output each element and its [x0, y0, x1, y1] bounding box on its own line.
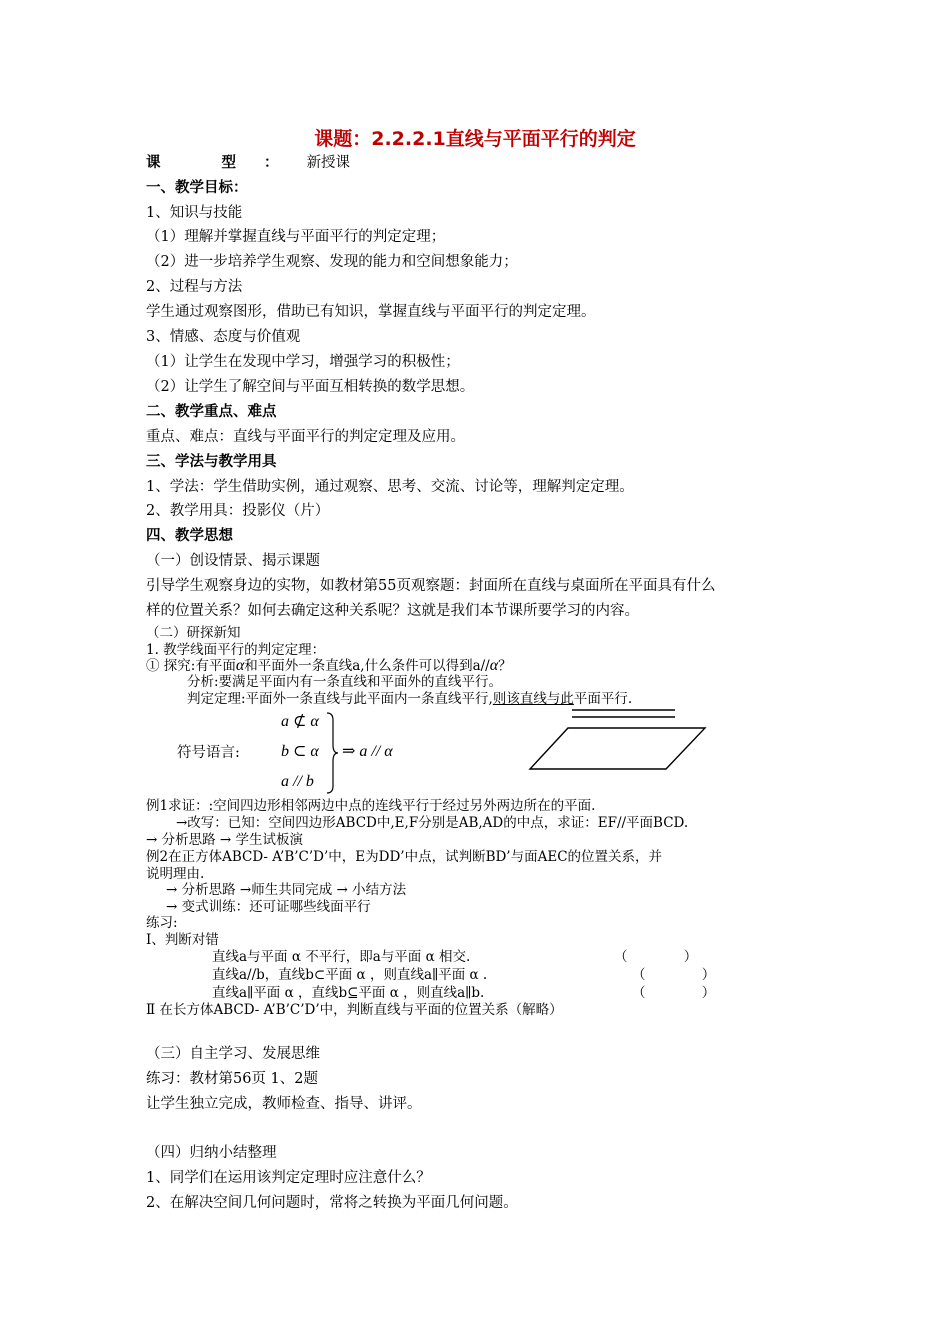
- knowledge-item-1: （1）理解并掌握直线与平面平行的判定定理；: [146, 229, 446, 245]
- symbol-line-3: a // b: [281, 773, 314, 790]
- part1-title: （一）创设情景、揭示课题: [146, 553, 320, 569]
- parallel-lines-figure: [572, 708, 676, 720]
- theorem-line: [187, 690, 632, 708]
- knowledge-skills: 1、知识与技能: [146, 205, 243, 221]
- methods-heading: 三、学法与教学用具: [146, 453, 277, 470]
- practice-label: 练习:: [146, 915, 178, 931]
- theorem-text: 判定定理:平面外一条直线与此平面内一条直线平行,: [187, 691, 493, 707]
- part3-line-2: 让学生独立完成，教师检查、指导、讲评。: [146, 1096, 422, 1112]
- question-2: Ⅱ 在长方体ABCD- A’B’C’D’中，判断直线与平面的位置关系（解略）: [146, 1002, 563, 1018]
- part3-title: （三）自主学习、发展思维: [146, 1046, 320, 1062]
- theorem-underlined: 则该直线与此: [492, 691, 574, 707]
- symbol-language-label: 符号语言:: [177, 745, 240, 761]
- key-points-heading: 二、教学重点、难点: [146, 403, 277, 420]
- lesson-type-value: 新授课: [306, 155, 351, 171]
- lesson-type: [146, 154, 350, 172]
- part3-line-1: 练习：教材第56页 1、2题: [146, 1071, 319, 1087]
- alpha-symbol: α: [489, 657, 499, 674]
- part4-line-2: 2、在解决空间几何问题时，常将之转换为平面几何问题。: [146, 1195, 518, 1211]
- part2-title: （二）研探新知: [146, 625, 241, 641]
- variant-training: → 变式训练：还可证哪些线面平行: [166, 899, 371, 915]
- answer-paren: （ ）: [614, 949, 724, 965]
- emotion-values: 3、情感、态度与价值观: [146, 329, 301, 345]
- page-title: 课题：2.2.2.1直线与平面平行的判定: [314, 128, 636, 150]
- judge-item-3: 直线a∥平面 α ，直线b⊆平面 α ，则直线a∥b.: [212, 985, 485, 1001]
- symbol-line-2: b ⊂ α: [281, 743, 319, 760]
- judge-item-2: 直线a//b，直线b⊂平面 α ，则直线a∥平面 α .: [212, 967, 488, 983]
- part4-line-1: 1、同学们在运用该判定定理时应注意什么？: [146, 1170, 431, 1186]
- example-1-analysis: → 分析思路 → 学生试板演: [146, 832, 303, 848]
- process-text: 学生通过观察图形，借助已有知识，掌握直线与平面平行的判定定理。: [146, 304, 596, 320]
- example-1: 例1求证：:空间四边形相邻两边中点的连线平行于经过另外两边所在的平面.: [146, 798, 596, 814]
- process-method: 2、过程与方法: [146, 279, 243, 295]
- judge-item-1: 直线a与平面 α 不平行，即a与平面 α 相交.: [212, 949, 471, 965]
- emotion-item-1: （1）让学生在发现中学习，增强学习的积极性；: [146, 354, 460, 370]
- right-brace: [325, 712, 339, 794]
- example-2-steps: → 分析思路 →师生共同完成 → 小结方法: [166, 882, 407, 898]
- plane-parallelogram: [528, 726, 708, 772]
- part2-line-1: 1. 教学线面平行的判定定理：: [146, 642, 326, 658]
- analysis-line: 分析:要满足平面内有一条直线和平面外的直线平行。: [187, 674, 503, 690]
- key-points-text: 重点、难点：直线与平面平行的判定定理及应用。: [146, 429, 465, 445]
- judge-heading: Ⅰ、判断对错: [146, 932, 219, 948]
- answer-paren: （ ）: [632, 967, 742, 983]
- example-2-line-1: 例2在正方体ABCD- A’B’C’D’中，E为DD’中点，试判断BD’与面AEC的位置关系，并: [146, 849, 663, 865]
- explore-text-c: ？: [498, 658, 512, 674]
- part1-line-2: 样的位置关系？如何去确定这种关系呢？这就是我们本节课所要学习的内容。: [146, 603, 639, 619]
- methods-line-1: 1、学法：学生借助实例，通过观察、思考、交流、讨论等，理解判定定理。: [146, 479, 634, 495]
- part4-title: （四）归纳小结整理: [146, 1145, 277, 1161]
- explore-text-a: ① 探究:有平面: [146, 658, 236, 674]
- theorem-text-end: 平面平行.: [573, 691, 633, 707]
- explore-text-b: 和平面外一条直线a,什么条件可以得到a//: [244, 658, 490, 674]
- symbol-line-1: a ⊄ α: [281, 713, 319, 730]
- example-2-line-2: 说明理由.: [146, 866, 205, 882]
- teaching-ideas-heading: 四、教学思想: [146, 527, 233, 544]
- part1-line-1: 引导学生观察身边的实物，如教材第55页观察题：封面所在直线与桌面所在平面具有什么: [146, 578, 716, 594]
- methods-line-2: 2、教学用具：投影仪（片）: [146, 503, 330, 519]
- objectives-heading: 一、教学目标：: [146, 179, 248, 196]
- alpha-symbol: α: [235, 657, 245, 674]
- answer-paren: （ ）: [632, 985, 742, 1001]
- emotion-item-2: （2）让学生了解空间与平面互相转换的数学思想。: [146, 379, 475, 395]
- lesson-type-label: 课 型：: [146, 154, 307, 171]
- knowledge-item-2: （2）进一步培养学生观察、发现的能力和空间想象能力；: [146, 254, 518, 270]
- symbol-result: ⇒ a // α: [342, 743, 393, 760]
- example-1-rewrite: →改写：已知：空间四边形ABCD中,E,F分别是AB,AD的中点，求证：EF//平面BCD.: [176, 815, 689, 831]
